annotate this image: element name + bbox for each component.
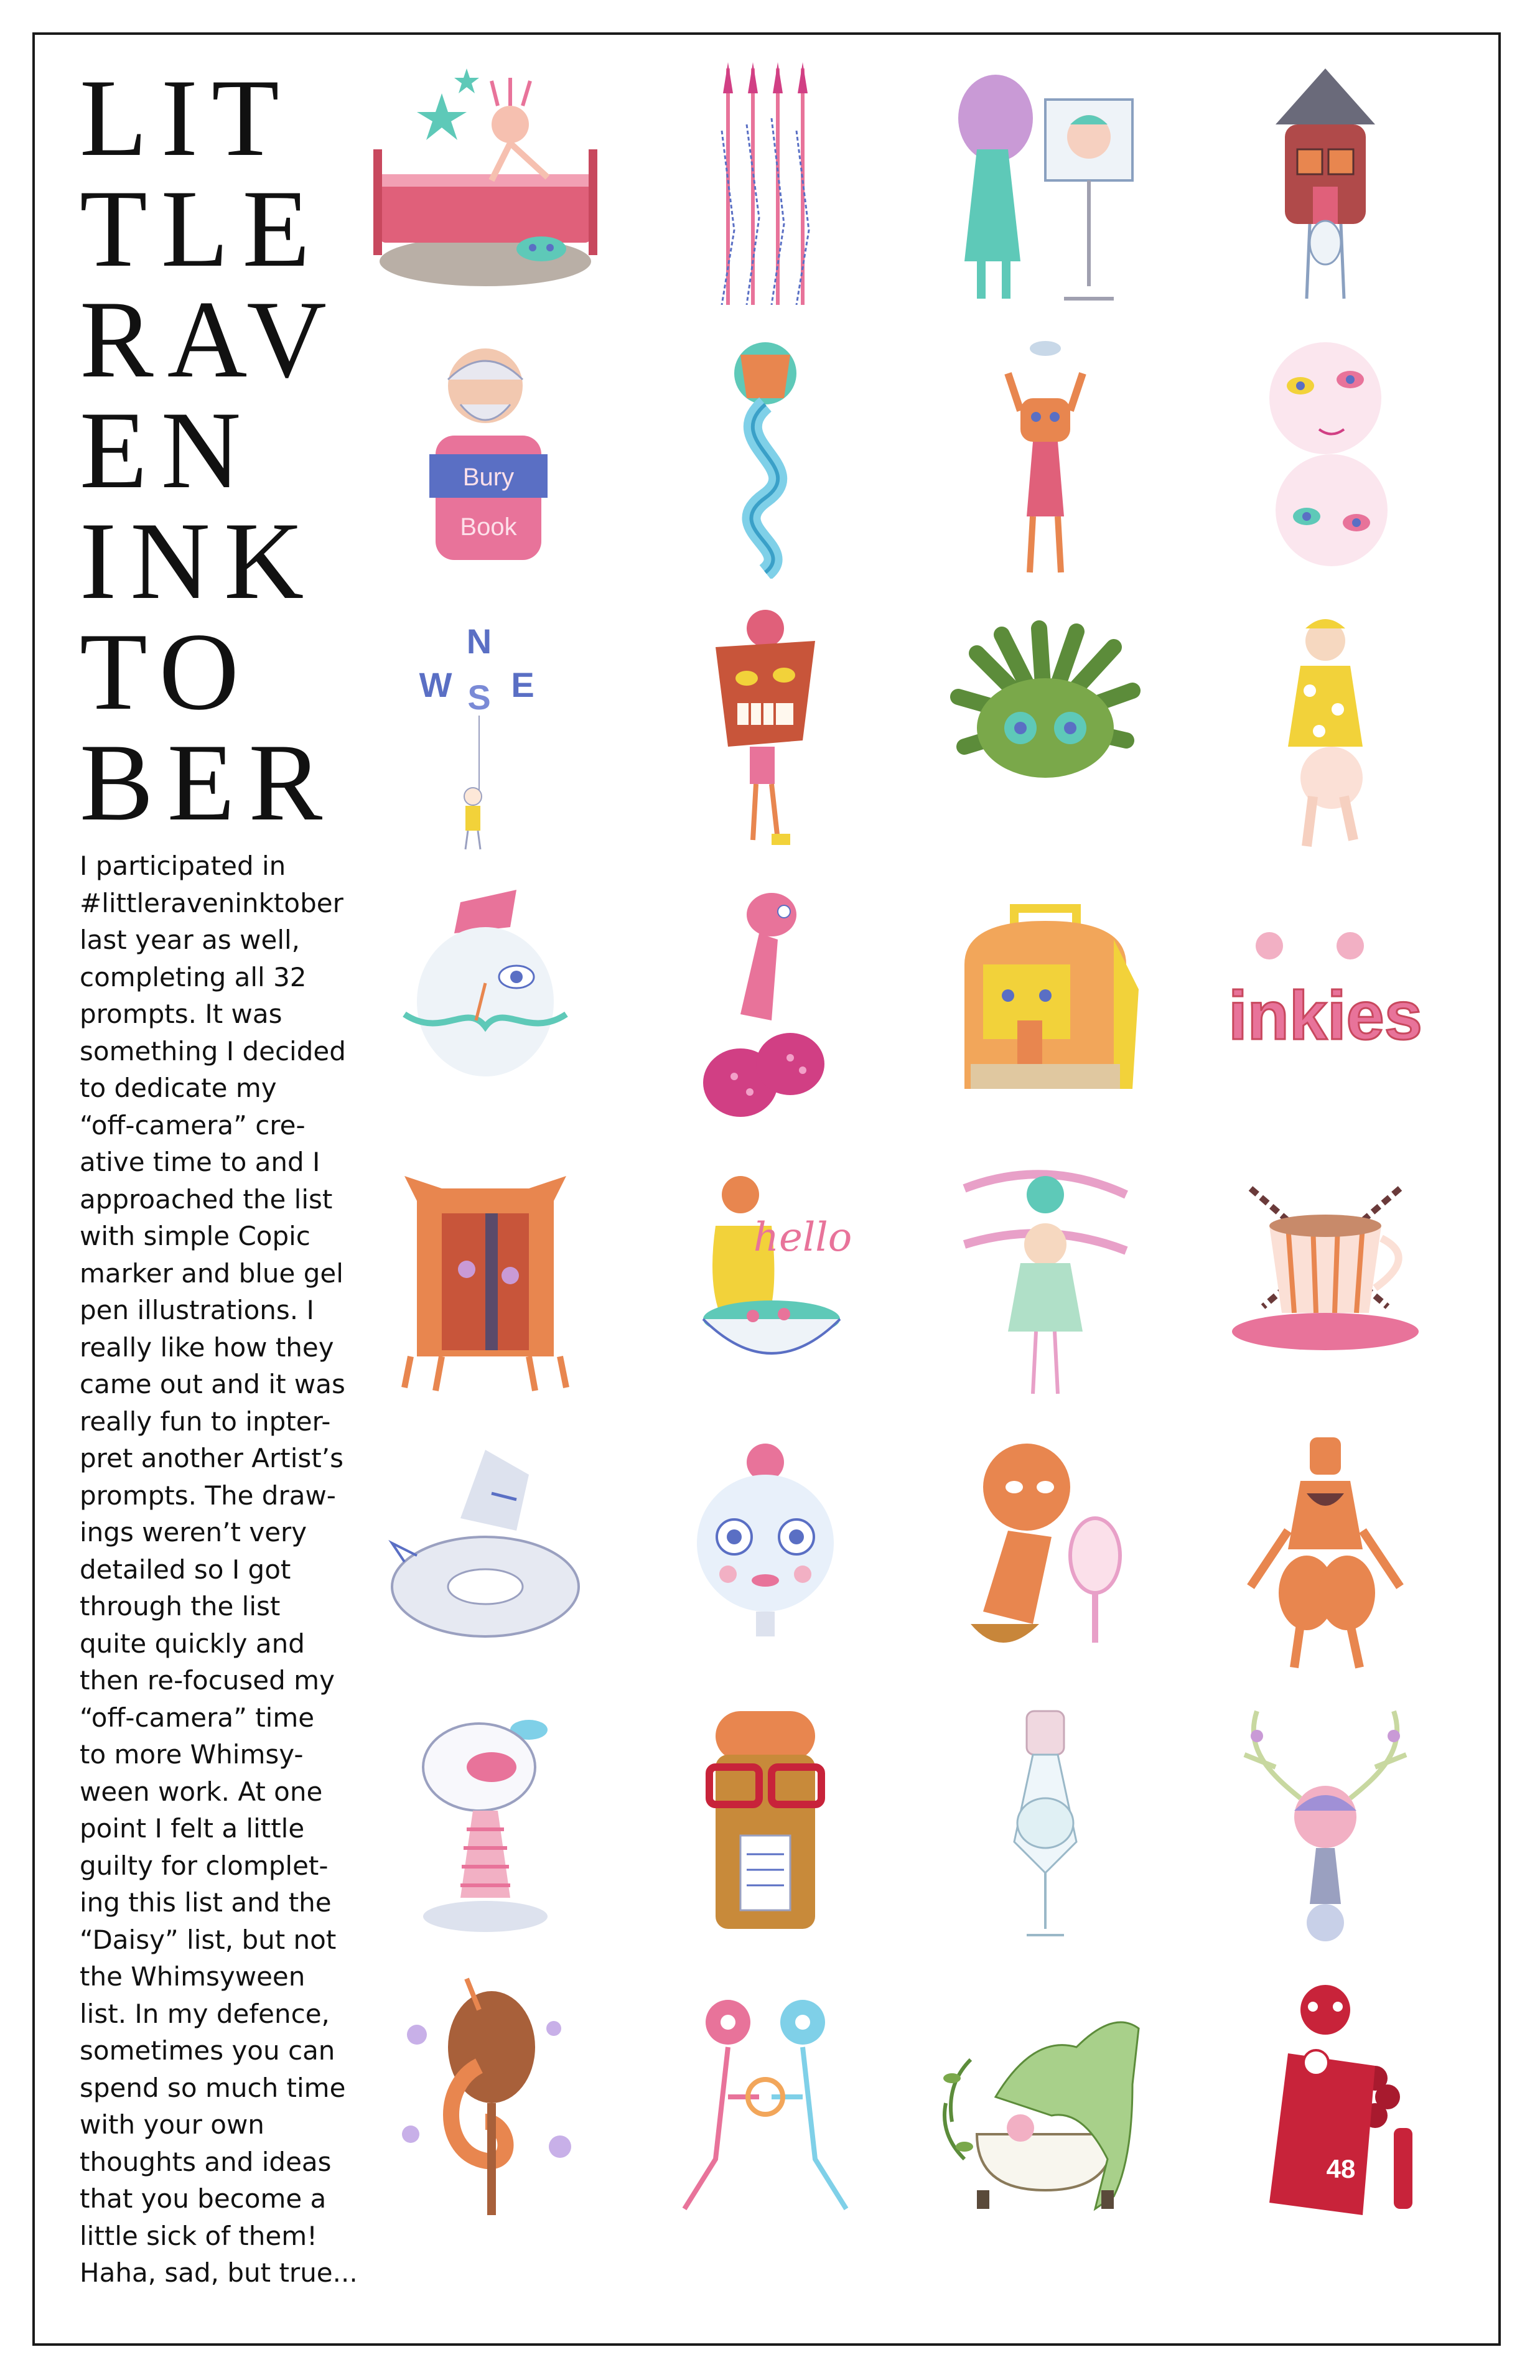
body-line: point I felt a little	[80, 1813, 305, 1844]
body-line: the Whimsyween	[80, 1961, 306, 1992]
body-line: I participated in	[80, 851, 286, 881]
body-line: detailed so I got	[80, 1554, 291, 1585]
illustration-door-creature	[367, 1151, 604, 1400]
body-line: ing this list and the	[80, 1887, 332, 1918]
illustration-ribbon-doll	[927, 1151, 1164, 1400]
body-line: little sick of them!	[80, 2220, 317, 2251]
body-line: pret another Artist’s	[80, 1443, 343, 1473]
body-line: then re-focused my	[80, 1665, 335, 1696]
title-line: EN	[80, 388, 255, 511]
compass-n: N	[466, 622, 492, 661]
illustration-big-eyes-face	[647, 1425, 884, 1674]
body-line: really like how they	[80, 1332, 334, 1363]
page-title	[80, 56, 360, 844]
inkies-word: inkies	[1228, 978, 1422, 1054]
body-line: really fun to inpter-	[80, 1406, 331, 1437]
body-line: last year as well,	[80, 925, 301, 955]
illustration-tall-spires	[647, 56, 884, 305]
illustration-mustache-face	[367, 877, 604, 1126]
title-line: TO	[80, 610, 253, 733]
illustration-toothy-mask	[647, 604, 884, 852]
illustration-backpack	[927, 877, 1164, 1126]
illustration-pink-slippers-creature	[647, 877, 884, 1126]
body-line: pen illustrations. I	[80, 1295, 314, 1325]
illustration-eyes-bubble	[1207, 330, 1444, 579]
body-line: list. In my defence,	[80, 1998, 330, 2029]
body-line: thoughts and ideas	[80, 2146, 332, 2177]
body-line: ings weren’t very	[80, 1517, 307, 1547]
body-line: quite quickly and	[80, 1628, 305, 1659]
illustration-antler-girl	[1207, 1699, 1444, 1948]
body-line: marker and blue gel	[80, 1258, 343, 1289]
illustration-ghost-dress	[927, 1699, 1164, 1948]
title-line: RAV	[80, 278, 340, 401]
illustration-wolf-float	[367, 1425, 604, 1674]
illustration-girl-on-bed	[367, 56, 604, 305]
body-line: “Daisy” list, but not	[80, 1924, 337, 1955]
illustration-orange-creature-arms-up	[927, 330, 1164, 579]
body-line: guilty for clomplet-	[80, 1850, 329, 1881]
illustration-compass-balloon	[367, 604, 604, 852]
body-line: prompts. The draw-	[80, 1480, 336, 1511]
title-line: BER	[80, 721, 337, 844]
compass-w: W	[419, 665, 452, 704]
illustration-grid	[367, 56, 1475, 2352]
title-line: INK	[80, 499, 318, 622]
body-line: ween work. At one	[80, 1776, 323, 1807]
body-line: with simple Copic	[80, 1221, 310, 1251]
illustration-glasses-man	[647, 1699, 884, 1948]
compass-e: E	[511, 665, 534, 704]
body-line: completing all 32	[80, 961, 307, 992]
illustration-hello-bowl	[647, 1151, 884, 1400]
body-line: Haha, sad, but true...	[80, 2257, 358, 2288]
illustration-two-creatures-ring	[647, 1972, 884, 2221]
body-line: “off-camera” cre-	[80, 1109, 306, 1141]
body-line: through the list	[80, 1591, 281, 1622]
book-title-1: Bury	[462, 464, 515, 491]
illustration-teacup	[1207, 1151, 1444, 1400]
illustration-unicorn-spoon	[367, 1972, 604, 2221]
body-line: to more Whimsy-	[80, 1739, 304, 1770]
body-line: approached the list	[80, 1183, 333, 1215]
body-line: that you become a	[80, 2183, 327, 2214]
body-line: sometimes you can	[80, 2035, 335, 2066]
illustration-doctor-and-xray	[927, 56, 1164, 305]
illustration-orange-mask-wave	[647, 330, 884, 579]
illustration-dragon-bath	[927, 1972, 1164, 2221]
body-line: “off-camera” time	[80, 1702, 315, 1733]
illustration-lamp-figure	[367, 1699, 604, 1948]
body-line: came out and it was	[80, 1369, 345, 1399]
illustration-leafy-creature	[927, 604, 1164, 852]
body-line: #littleraveninktober	[80, 887, 343, 918]
title-line: LIT	[80, 56, 293, 179]
illustration-yellow-dress-girl	[1207, 604, 1444, 852]
book-title-2: Book	[460, 513, 517, 541]
illustration-mirror-woman	[927, 1425, 1164, 1674]
card-number: 48	[1326, 2154, 1356, 2183]
illustration-bury-book-man	[367, 330, 604, 579]
body-line: to dedicate my	[80, 1073, 277, 1103]
body-line: something I decided	[80, 1035, 346, 1066]
illustration-curvy-figure	[1207, 1425, 1444, 1674]
hello-word: hello	[753, 1215, 852, 1261]
body-line: ative time to and I	[80, 1147, 320, 1177]
compass-s: S	[467, 678, 491, 717]
body-line: spend so much time	[80, 2072, 346, 2103]
illustration-red-creature-card	[1207, 1972, 1444, 2221]
description-text	[80, 847, 358, 2292]
illustration-inkies-word	[1207, 877, 1444, 1126]
body-line: with your own	[80, 2109, 264, 2140]
illustration-house-headed-figure	[1207, 56, 1444, 305]
title-line: TLE	[80, 167, 324, 290]
body-line: prompts. It was	[80, 999, 282, 1029]
